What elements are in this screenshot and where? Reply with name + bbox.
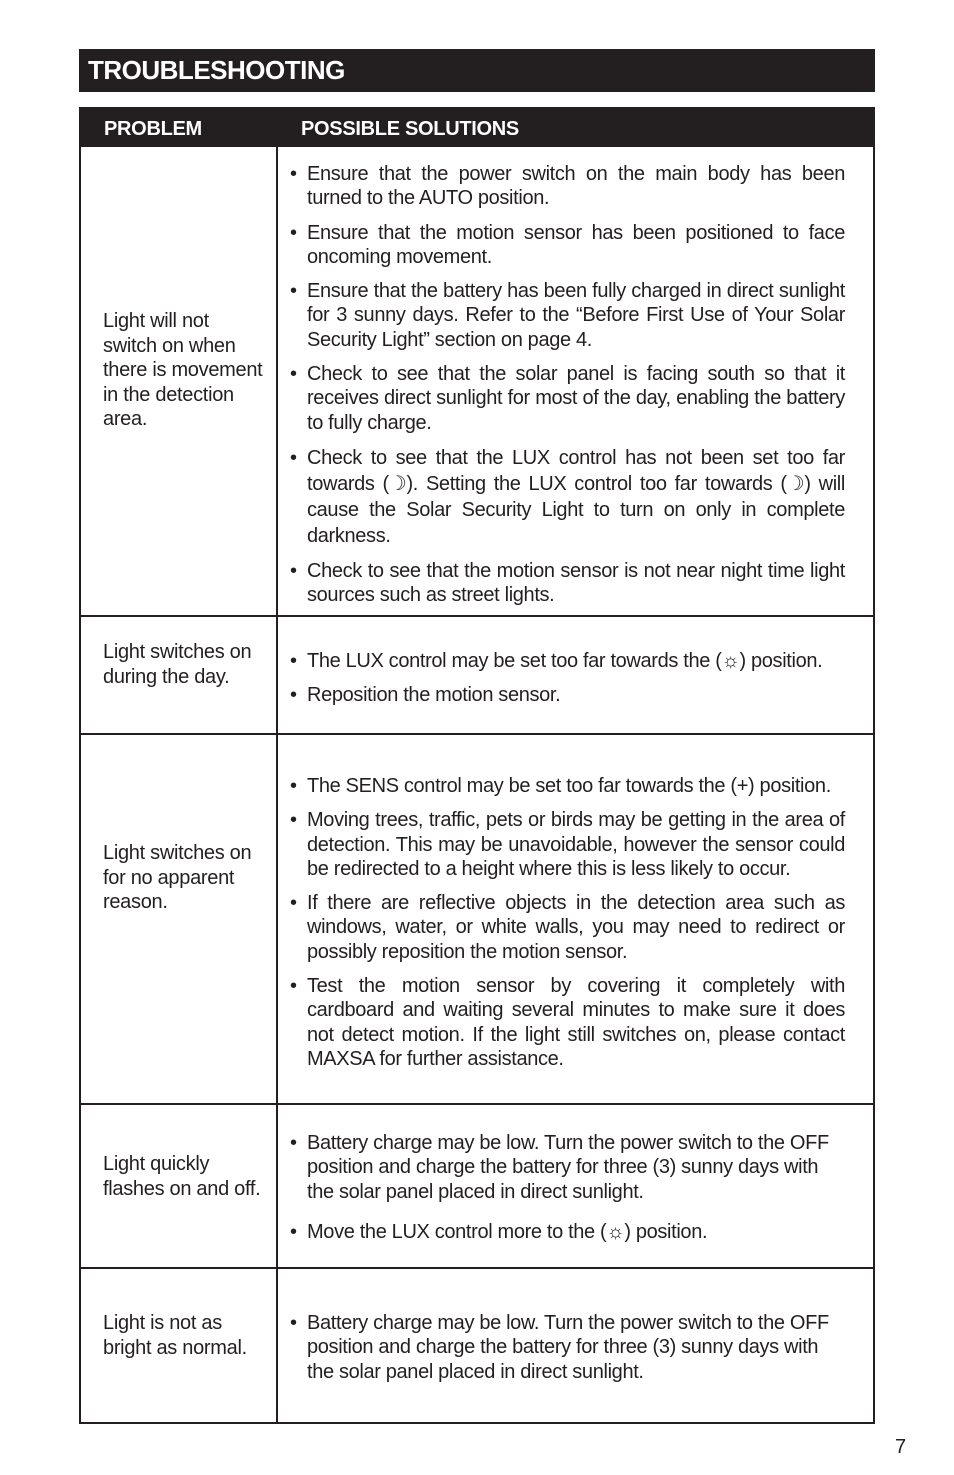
solution-item: • Check to see that the solar panel is facing south so that it receives direct sunlight for most of the day, enabling the battery to fully charge. [288,362,845,435]
header-solutions: POSSIBLE SOLUTIONS [301,118,519,140]
problem-cell: Light is not as bright as normal. [103,1312,247,1359]
column-divider [276,147,278,1424]
problem-cell: Light will not switch on when there is movement in the detection area. [103,310,263,430]
row-divider [81,1103,873,1105]
page-number: 7 [895,1436,907,1458]
solution-item: • Moving trees, traffic, pets or birds may be getting in the area of detection. This may be unavoidable, however the sensor could be redirected to a height where this is less likely to occur. [288,808,845,881]
solution-item: • The LUX control may be set too far towards the (☼) position. [288,649,845,673]
solution-item: • The SENS control may be set too far towards the (+) position. [288,774,845,798]
table-header [81,109,873,147]
solutions-cell [288,774,845,1071]
problem-cell: Light switches on for no apparent reason. [103,842,252,913]
solutions-cell [288,1131,845,1244]
solution-item: • Check to see that the motion sensor is not near night time light sources such as street lights. [288,559,845,608]
solution-item: • Reposition the motion sensor. [288,683,845,707]
problem-cell: Light switches on during the day. [103,641,252,688]
solution-item: • Ensure that the power switch on the main body has been turned to the AUTO position. [288,162,845,211]
troubleshooting-table [79,107,875,1424]
solution-item: • Ensure that the battery has been fully charged in direct sunlight for 3 sunny days. Refer to the “Before First Use of Your Solar Security Light” section on page 4. [288,279,845,352]
solution-item: • Test the motion sensor by covering it completely with cardboard and waiting several minutes to make sure it does not detect motion. If the light still switches on, please contact MAXSA for further assistance. [288,974,845,1071]
problem-cell: Light quickly flashes on and off. [103,1153,261,1200]
solution-item: • Ensure that the motion sensor has been positioned to face oncoming movement. [288,221,845,270]
solution-item: • If there are reflective objects in the detection area such as windows, water, or white walls, you may need to redirect or possibly reposition the motion sensor. [288,891,845,964]
solution-item: • Battery charge may be low. Turn the power switch to the OFF position and charge the battery for three (3) sunny days with the solar panel placed in direct sunlight. [288,1311,845,1384]
row-divider [81,615,873,617]
solutions-cell [288,649,845,708]
solution-item: • Move the LUX control more to the (☼) position. [288,1220,845,1244]
solutions-cell [288,1311,845,1384]
solution-item: • Battery charge may be low. Turn the power switch to the OFF position and charge the battery for three (3) sunny days with the solar panel placed in direct sunlight. [288,1131,845,1204]
row-divider [81,733,873,735]
header-problem: PROBLEM [104,118,202,140]
solutions-cell [288,162,845,608]
page-title: TROUBLESHOOTING [79,49,875,92]
solution-item: • Check to see that the LUX control has not been set too far towards (☽). Setting the LUX control too far towards (☽) will cause the Solar Security Light to turn on only in complete darkness. [288,445,845,549]
row-divider [81,1267,873,1269]
